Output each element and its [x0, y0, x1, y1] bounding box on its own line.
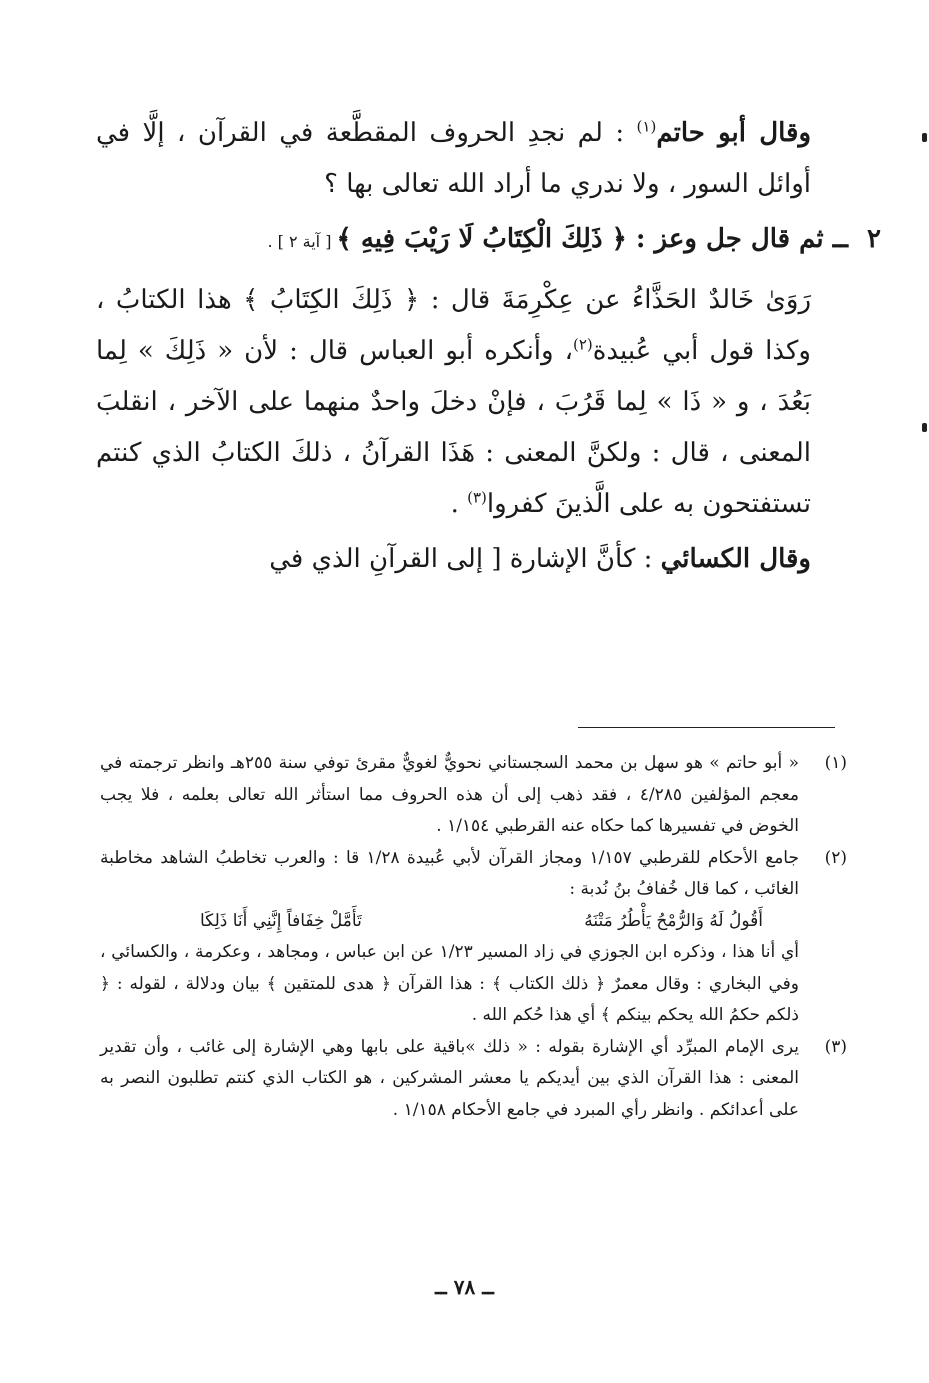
footnote-text: « أبو حاتم » هو سهل بن محمد السجستاني نحويٌّ لغويٌّ مقرئ توفي سنة ٢٥٥هـ وانظر ترجمته في معجم المؤلفين ٤/٢٨٥ ، فقد ذهب إلى أن هذه الحروف مما استأثر الله تعالى بعلمه ، فلا يجب الخوض في تفسيرها كما حكاه عنه القرطبي ١/١٥٤ . [100, 753, 799, 836]
paragraph-end: . [450, 489, 468, 519]
footnote-2 [100, 843, 847, 1032]
paragraph-kisai [96, 534, 811, 585]
paragraph-text: : كأنَّ الإشارة [ إلى القرآنِ الذي في [269, 544, 661, 574]
verse-number: ٢ [867, 224, 881, 254]
footnote-number: (١) [824, 753, 847, 773]
page-number: ــ ٧٨ ــ [435, 1275, 494, 1299]
footnote-text-continued: أي أنا هذا ، وذكره ابن الجوزي في زاد المسير ١/٢٣ عن ابن عباس ، ومجاهد ، وعكرمة ، والكسائي ، وفي البخاري : وقال معمرٌ ﴿ ذلك الكتاب ﴾ : هذا القرآن ﴿ هدى للمتقين ﴾ بيان ودلالة ، لقوله : ﴿ ذلكم حكمُ الله يحكم بينكم ﴾ أي هذا حُكم الله . [100, 942, 799, 1025]
footnote-text: جامع الأحكام للقرطبي ١/١٥٧ ومجاز القرآن لأبي عُبيدة ١/٢٨ قا : والعرب تخاطبُ الشاهد مخاطبة الغائب ، كما قال خُفافُ بنُ نُدبة : [100, 847, 799, 899]
verse-first-hemistich: أَقُولُ لَهُ وَالرُّمْحُ يَأْطُرُ مَتْنَهُ [584, 910, 763, 931]
paragraph-text-continued: ، وأنكره أبو العباس قال : لأن « ذَلِكَ » لِما بَعُدَ ، و « ذَا » لِما قَرُبَ ، فإنْ دخلَ واحدٌ منهما على الآخر ، انقلبَ المعنى ، قال : ولكنَّ المعنى : هَذَا القرآنُ ، ذلكَ الكتابُ الذي كنتم تستفتحون به على الَّذينَ كفروا [96, 336, 811, 519]
paragraph-ikrimah [96, 275, 811, 530]
footnotes [100, 748, 847, 1126]
footnote-3 [100, 1032, 847, 1127]
margin-mark-middle [922, 423, 927, 432]
ayah-reference: [ آية ٢ ] . [267, 232, 337, 251]
footnote-number: (٢) [824, 847, 847, 868]
speaker-lead: وقال الكسائي [660, 544, 811, 574]
footnote-divider [578, 727, 835, 728]
paragraph-abu-hatim [96, 108, 811, 210]
verse-second-hemistich: تَأَمَّلْ خِفَافاً إِنَّنِي أَنَا ذَلِكَا [200, 910, 362, 931]
footnote-ref-2[interactable]: (٢) [573, 335, 593, 354]
footnote-ref-3[interactable]: (٣) [467, 488, 487, 507]
verse-heading [136, 214, 891, 267]
speaker-lead: وقال أبو حاتم [656, 118, 811, 148]
paragraph-text: رَوَىٰ خَالدٌ الحَذَّاءُ عن عِكْرِمَةَ قال : ﴿ ذَلِكَ الكِتَابُ ﴾ هذا الكتابُ ، وكذا قول أبي عُبيدة [96, 285, 811, 366]
paragraph-text: : لم نجدِ الحروف المقطَّعة في القرآن ، إلَّا في أوائل السور ، ولا ندري ما أراد الله تعالى بها ؟ [96, 118, 811, 199]
verse-heading-text: ــ ثم قال جل وعز : ﴿ ذَلِكَ الْكِتَابُ لَا رَيْبَ فِيهِ ﴾ [336, 224, 848, 254]
footnote-1 [100, 748, 847, 843]
footnote-text: يرى الإمام المبرِّد أي الإشارة بقوله : « ذلك »باقية على بابها وهي الإشارة إلى غائب ، وأن تقدير المعنى : هذا القرآن الذي بين أيديكم يا معشر المشركين ، هو الكتاب الذي كنتم تطلبون النصر به على أعدائكم . وانظر رأي المبرد في جامع الأحكام ١/١٥٨ . [100, 1036, 799, 1120]
margin-mark-top [922, 133, 927, 142]
footnote-number: (٣) [824, 1036, 847, 1057]
footnote-ref-1[interactable]: (١) [636, 117, 657, 136]
main-text [96, 108, 881, 585]
poetry-verse [100, 906, 799, 938]
